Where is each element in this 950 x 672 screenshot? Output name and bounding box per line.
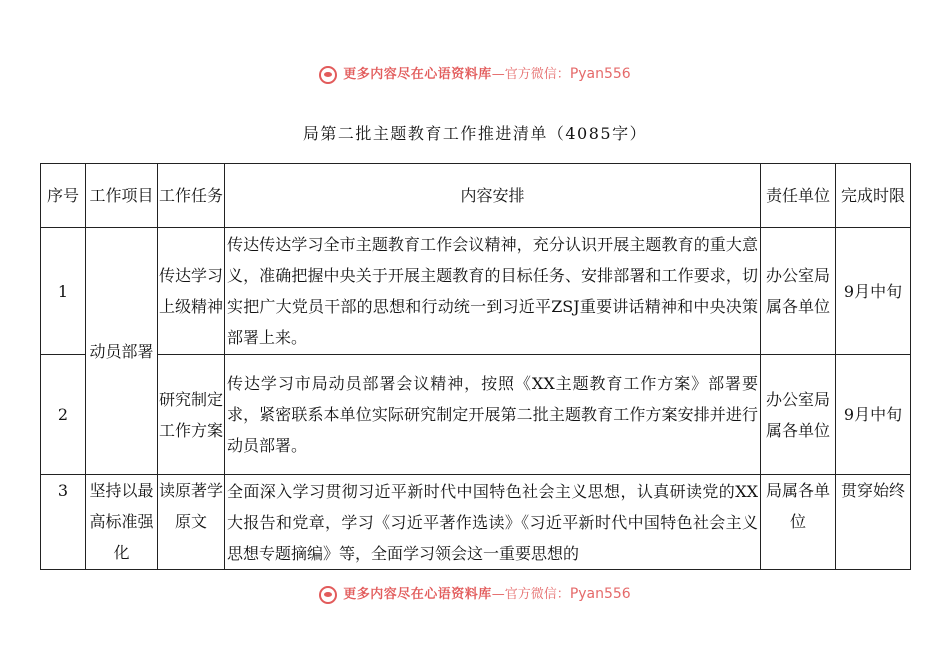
row-no: 3 xyxy=(41,475,86,570)
brand-logo-icon xyxy=(319,586,337,604)
header-no: 序号 xyxy=(41,164,86,228)
table-row xyxy=(41,475,911,570)
row-content-cell xyxy=(225,475,761,570)
row-unit: 办公室局属各单位 xyxy=(761,228,836,355)
row-content: 传达传达学习全市主题教育工作会议精神，充分认识开展主题教育的重大意义，准确把握中央关于开展主题教育的目标任务、安排部署和工作要求，切实把广大党员干部的思想和行动统一到习近平ZSJ重要讲话精神和中央决策部署上来。 xyxy=(225,228,761,355)
header-deadline: 完成时限 xyxy=(836,164,911,228)
row-task: 传达学习上级精神 xyxy=(158,228,225,355)
row-deadline: 贯穿始终 xyxy=(836,475,911,570)
watermark-id: Pyan556 xyxy=(569,586,631,602)
row-unit: 局属各单位 xyxy=(761,475,836,570)
row-content: 传达学习市局动员部署会议精神，按照《XX主题教育工作方案》部署要求，紧密联系本单位实际研究制定开展第二批主题教育工作方案安排并进行动员部署。 xyxy=(225,355,761,475)
table-header-row xyxy=(41,164,911,228)
row-task: 读原著学原文 xyxy=(158,475,225,570)
row-no: 1 xyxy=(41,228,86,355)
header-content: 内容安排 xyxy=(225,164,761,228)
brand-logo-icon xyxy=(319,66,337,84)
watermark-top xyxy=(0,63,950,84)
row-deadline: 9月中旬 xyxy=(836,355,911,475)
watermark-sub: —官方微信： xyxy=(491,587,570,602)
row-no: 2 xyxy=(41,355,86,475)
row-content: 全面深入学习贯彻习近平新时代中国特色社会主义思想，认真研读党的XX大报告和党章，学习《习近平著作选读》《习近平新时代中国特色社会主义思想专题摘编》等，全面学习领会这一重要思想的 xyxy=(227,482,758,563)
table-row xyxy=(41,228,911,355)
row-item: 动员部署 xyxy=(86,228,158,475)
row-task: 研究制定工作方案 xyxy=(158,355,225,475)
row-unit: 办公室局属各单位 xyxy=(761,355,836,475)
row-item: 坚持以最高标准强化 xyxy=(86,475,158,570)
watermark-main: 更多内容尽在心语资料库 xyxy=(343,587,492,602)
document-title: 局第二批主题教育工作推进清单（4085字） xyxy=(302,124,648,143)
header-unit: 责任单位 xyxy=(761,164,836,228)
table-row xyxy=(41,355,911,475)
header-item: 工作项目 xyxy=(86,164,158,228)
watermark-main: 更多内容尽在心语资料库 xyxy=(343,67,492,82)
watermark-bottom xyxy=(0,583,950,604)
watermark-id: Pyan556 xyxy=(569,66,631,82)
watermark-sub: —官方微信： xyxy=(491,67,570,82)
header-task: 工作任务 xyxy=(158,164,225,228)
row-deadline: 9月中旬 xyxy=(836,228,911,355)
task-table xyxy=(40,163,911,570)
